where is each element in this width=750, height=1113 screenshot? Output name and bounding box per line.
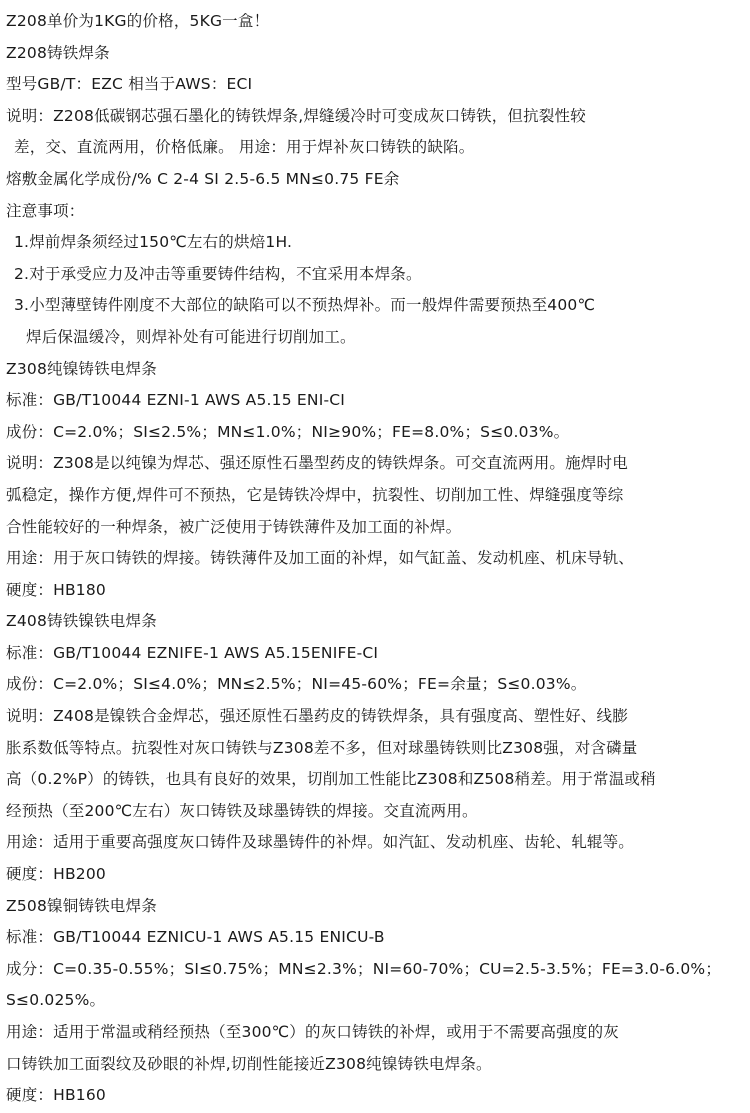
note-3: 3.小型薄壁铸件刚度不大部位的缺陷可以不预热焊补。而一般焊件需要预热至400℃ bbox=[14, 296, 596, 315]
z408-description-cont-2: 高（0.2%P）的铸铁，也具有良好的效果，切削加工性能比Z308和Z508稍差。用于常温或稍 bbox=[6, 770, 656, 789]
z208-composition: 熔敷金属化学成份/% C 2-4 SI 2.5-6.5 MN≤0.75 FE余 bbox=[6, 169, 400, 188]
z308-standard: 标准：GB/T10044 EZNI-1 AWS A5.15 ENI-CI bbox=[6, 391, 346, 410]
z308-hardness: 硬度：HB180 bbox=[6, 580, 106, 599]
z308-title: Z308纯镍铸铁电焊条 bbox=[6, 359, 157, 378]
z308-usage: 用途：用于灰口铸铁的焊接。铸铁薄件及加工面的补焊，如气缸盖、发动机座、机床导轨、 bbox=[6, 549, 635, 568]
z508-title: Z508镍铜铸铁电焊条 bbox=[6, 896, 157, 915]
z208-model: 型号GB/T：EZC 相当于AWS：ECI bbox=[6, 75, 253, 94]
z408-title: Z408铸铁镍铁电焊条 bbox=[6, 612, 157, 631]
note-1: 1.焊前焊条须经过150℃左右的烘焙1H. bbox=[14, 233, 293, 252]
z508-hardness: 硬度：HB160 bbox=[6, 1086, 106, 1105]
z208-description: 说明：Z208低碳钢芯强石墨化的铸铁焊条,焊缝缓冷时可变成灰口铸铁，但抗裂性较 bbox=[6, 106, 586, 125]
z308-description: 说明：Z308是以纯镍为焊芯、强还原性石墨型药皮的铸铁焊条。可交直流两用。施焊时电 bbox=[6, 454, 628, 473]
note-3-cont: 焊后保温缓冷，则焊补处有可能进行切削加工。 bbox=[26, 327, 356, 346]
z408-composition: 成份：C=2.0%；SI≤4.0%；MN≤2.5%；NI=45-60%；FE=余量；S≤0.03%。 bbox=[6, 675, 587, 694]
z508-usage: 用途：适用于常温或稍经预热（至300℃）的灰口铸铁的补焊，或用于不需要高强度的灰 bbox=[6, 1023, 619, 1041]
note-2: 2.对于承受应力及冲击等重要铸件结构，不宜采用本焊条。 bbox=[14, 264, 422, 283]
z508-composition-cont: S≤0.025%。 bbox=[6, 991, 106, 1010]
z408-usage: 用途：适用于重要高强度灰口铸件及球墨铸件的补焊。如汽缸、发动机座、齿轮、轧辊等。 bbox=[6, 833, 635, 852]
z408-description: 说明：Z408是镍铁合金焊芯，强还原性石墨药皮的铸铁焊条，具有强度高、塑性好、线膨 bbox=[6, 707, 628, 726]
z208-description-cont: 差，交、直流两用，价格低廉。 用途：用于焊补灰口铸铁的缺陷。 bbox=[14, 138, 475, 157]
notes-heading: 注意事项： bbox=[6, 201, 85, 220]
z508-composition: 成分：C=0.35-0.55%；SI≤0.75%；MN≤2.3%；NI=60-70%；CU=2.5-3.5%；FE=3.0-6.0%； bbox=[6, 959, 722, 978]
z508-standard: 标准：GB/T10044 EZNICU-1 AWS A5.15 ENICU-B bbox=[6, 928, 385, 947]
z408-hardness: 硬度：HB200 bbox=[6, 865, 106, 884]
z308-description-cont-1: 弧稳定，操作方便,焊件可不预热，它是铸铁冷焊中，抗裂性、切削加工性、焊缝强度等综 bbox=[6, 485, 624, 504]
z408-description-cont-3: 经预热（至200℃左右）灰口铸铁及球墨铸铁的焊接。交直流两用。 bbox=[6, 801, 478, 820]
price-note: Z208单价为1KG的价格，5KG一盒！ bbox=[6, 12, 270, 30]
z308-description-cont-2: 合性能较好的一种焊条，被广泛使用于铸铁薄件及加工面的补焊。 bbox=[6, 517, 462, 536]
z308-composition: 成份：C=2.0%；SI≤2.5%；MN≤1.0%；NI≥90%；FE=8.0%；S≤0.03%。 bbox=[6, 422, 570, 441]
z508-usage-cont: 口铸铁加工面裂纹及砂眼的补焊,切削性能接近Z308纯镍铸铁电焊条。 bbox=[6, 1054, 492, 1073]
z408-standard: 标准：GB/T10044 EZNIFE-1 AWS A5.15ENIFE-CI bbox=[6, 643, 379, 662]
z408-description-cont-1: 胀系数低等特点。抗裂性对灰口铸铁与Z308差不多，但对球墨铸铁则比Z308强，对含磷量 bbox=[6, 738, 638, 757]
z208-title: Z208铸铁焊条 bbox=[6, 43, 110, 62]
